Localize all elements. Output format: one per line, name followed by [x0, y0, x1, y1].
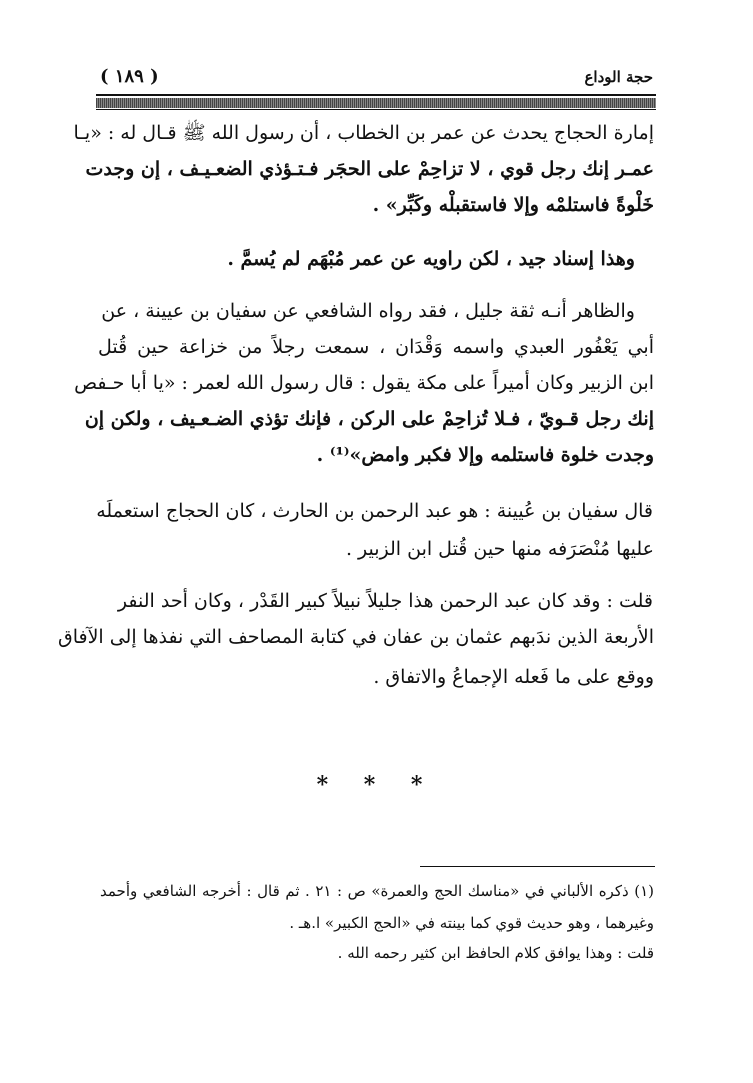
text-line: ووقع على ما فَعله الإجماعُ والاتفاق . — [373, 666, 654, 688]
page-header — [100, 66, 653, 90]
text-line: قلت : وقد كان عبد الرحمن هذا جليلاً نبيلاً كبير القَدْر ، وكان أحد النفر — [117, 590, 653, 612]
header-rule-bottom — [96, 109, 656, 110]
text-line: ابن الزبير وكان أميراً على مكة يقول : قال رسول الله لعمر : «يا أبا حـفص — [74, 372, 654, 394]
header-rule — [96, 94, 656, 96]
header-ornament-band — [96, 98, 656, 108]
text-line: إمارة الحجاج يحدث عن عمر بن الخطاب ، أن رسول الله ﷺ قـال له : «يـا — [73, 122, 654, 144]
section-separator: * * * — [316, 772, 437, 798]
text-line: الأربعة الذين ندَبهم عثمان بن عفان في كتابة المصاحف التي نفذها إلى الآفاق — [57, 626, 654, 648]
footnote-line: قلت : وهذا يوافق كلام الحافظ ابن كثير رحمه الله . — [337, 944, 654, 962]
text-line: أبي يَعْفُور العبدي واسمه وَقْدَان ، سمعت رجلاً من خزاعة حين قُتل — [98, 336, 654, 358]
text-line: والظاهر أنـه ثقة جليل ، فقد رواه الشافعي عن سفيان بن عيينة ، عن — [101, 300, 635, 322]
text-line: قال سفيان بن عُيينة : هو عبد الرحمن بن الحارث ، كان الحجاج استعملَه — [96, 500, 653, 522]
text-line: وجدت خلوة فاستلمه وإلا فكبر وامض»⁽¹⁾ . — [316, 444, 654, 466]
text-line: وهذا إسناد جيد ، لكن راويه عن عمر مُبْهَم لم يُسمَّ . — [227, 248, 635, 270]
text-line: عليها مُنْصَرَفه منها حين قُتل ابن الزبير . — [345, 538, 654, 560]
footnote-line: (١) ذكره الألباني في «مناسك الحج والعمرة» ص : ٢١ . ثم قال : أخرجه الشافعي وأحمد — [100, 882, 654, 900]
text-line: عمـر إنك رجل قوي ، لا تزاحِمْ على الحجَر فـتـؤذي الضعـيـف ، إن وجدت — [85, 158, 654, 180]
page-number: ( ١٨٩ ) — [100, 66, 159, 87]
footnote-line: وغيرهما ، وهو حديث قوي كما بينته في «الحج الكبير» ا.هـ . — [289, 914, 654, 932]
text-line: إنك رجل قـويّ ، فـلا تُزاحِمْ على الركن ، فإنك تؤذي الضـعـيف ، ولكن إن — [84, 408, 654, 430]
running-title: حجة الوداع — [584, 68, 653, 86]
footnote-rule — [420, 866, 655, 867]
text-line: خَلْوةً فاستلمْه وإلا فاستقبلْه وكَبِّر» . — [372, 194, 654, 216]
